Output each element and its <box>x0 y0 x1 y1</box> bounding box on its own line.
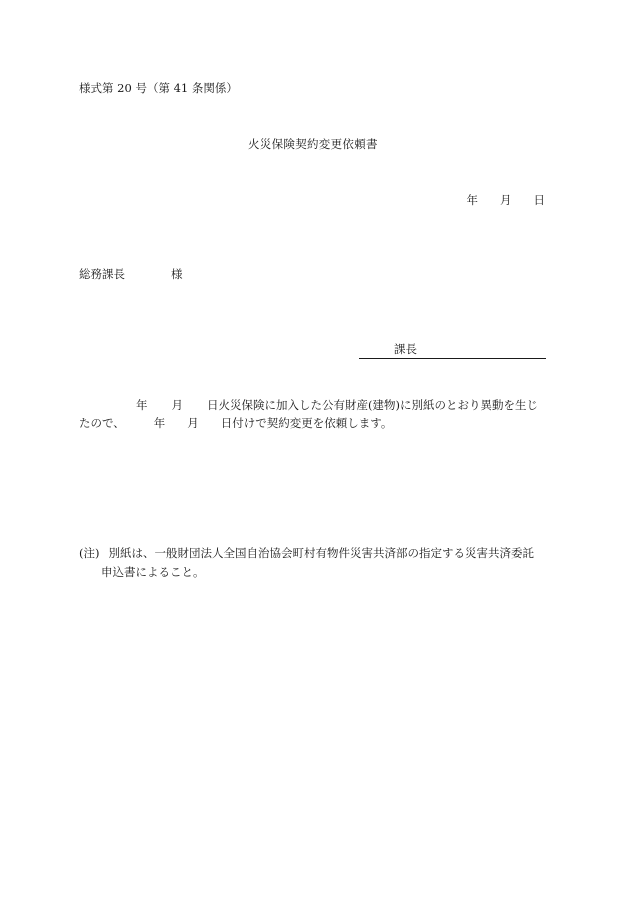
note-line-2: 申込書によること。 <box>101 565 205 579</box>
note-text-1: 別紙は、一般財団法人全国自治協会町村有物件災害共済部の指定する災害共済委託 <box>108 546 534 560</box>
signature-line <box>359 344 546 359</box>
body-month-label: 月 <box>171 398 183 412</box>
addressee-honorific: 様 <box>171 267 183 281</box>
date-day-label: 日 <box>533 193 545 207</box>
note-marker: (注) <box>79 546 100 560</box>
body-text-1: 日火災保険に加入した公有財産(建物)に別紙のとおり異動を生じ <box>207 398 538 412</box>
document-title: 火災保険契約変更依頼書 <box>248 137 378 151</box>
note-line-1 <box>79 548 534 560</box>
body-text-prefix: たので、 <box>79 416 125 430</box>
body-year-label: 年 <box>136 398 148 412</box>
date-month-label: 月 <box>500 193 512 207</box>
signature-label: 課長 <box>394 342 417 356</box>
form-number: 様式第 20 号（第 41 条関係） <box>79 81 238 95</box>
body-paragraph-line-1 <box>79 400 538 412</box>
body-month2-label: 月 <box>187 416 199 430</box>
addressee <box>79 269 183 281</box>
date-line <box>467 195 546 207</box>
body-paragraph-line-2 <box>79 418 392 430</box>
body-year2-label: 年 <box>153 416 166 430</box>
body-text-2: 日付けで契約変更を依頼します。 <box>220 416 393 430</box>
date-year-label: 年 <box>466 193 478 207</box>
addressee-name: 総務課長 <box>79 267 125 281</box>
